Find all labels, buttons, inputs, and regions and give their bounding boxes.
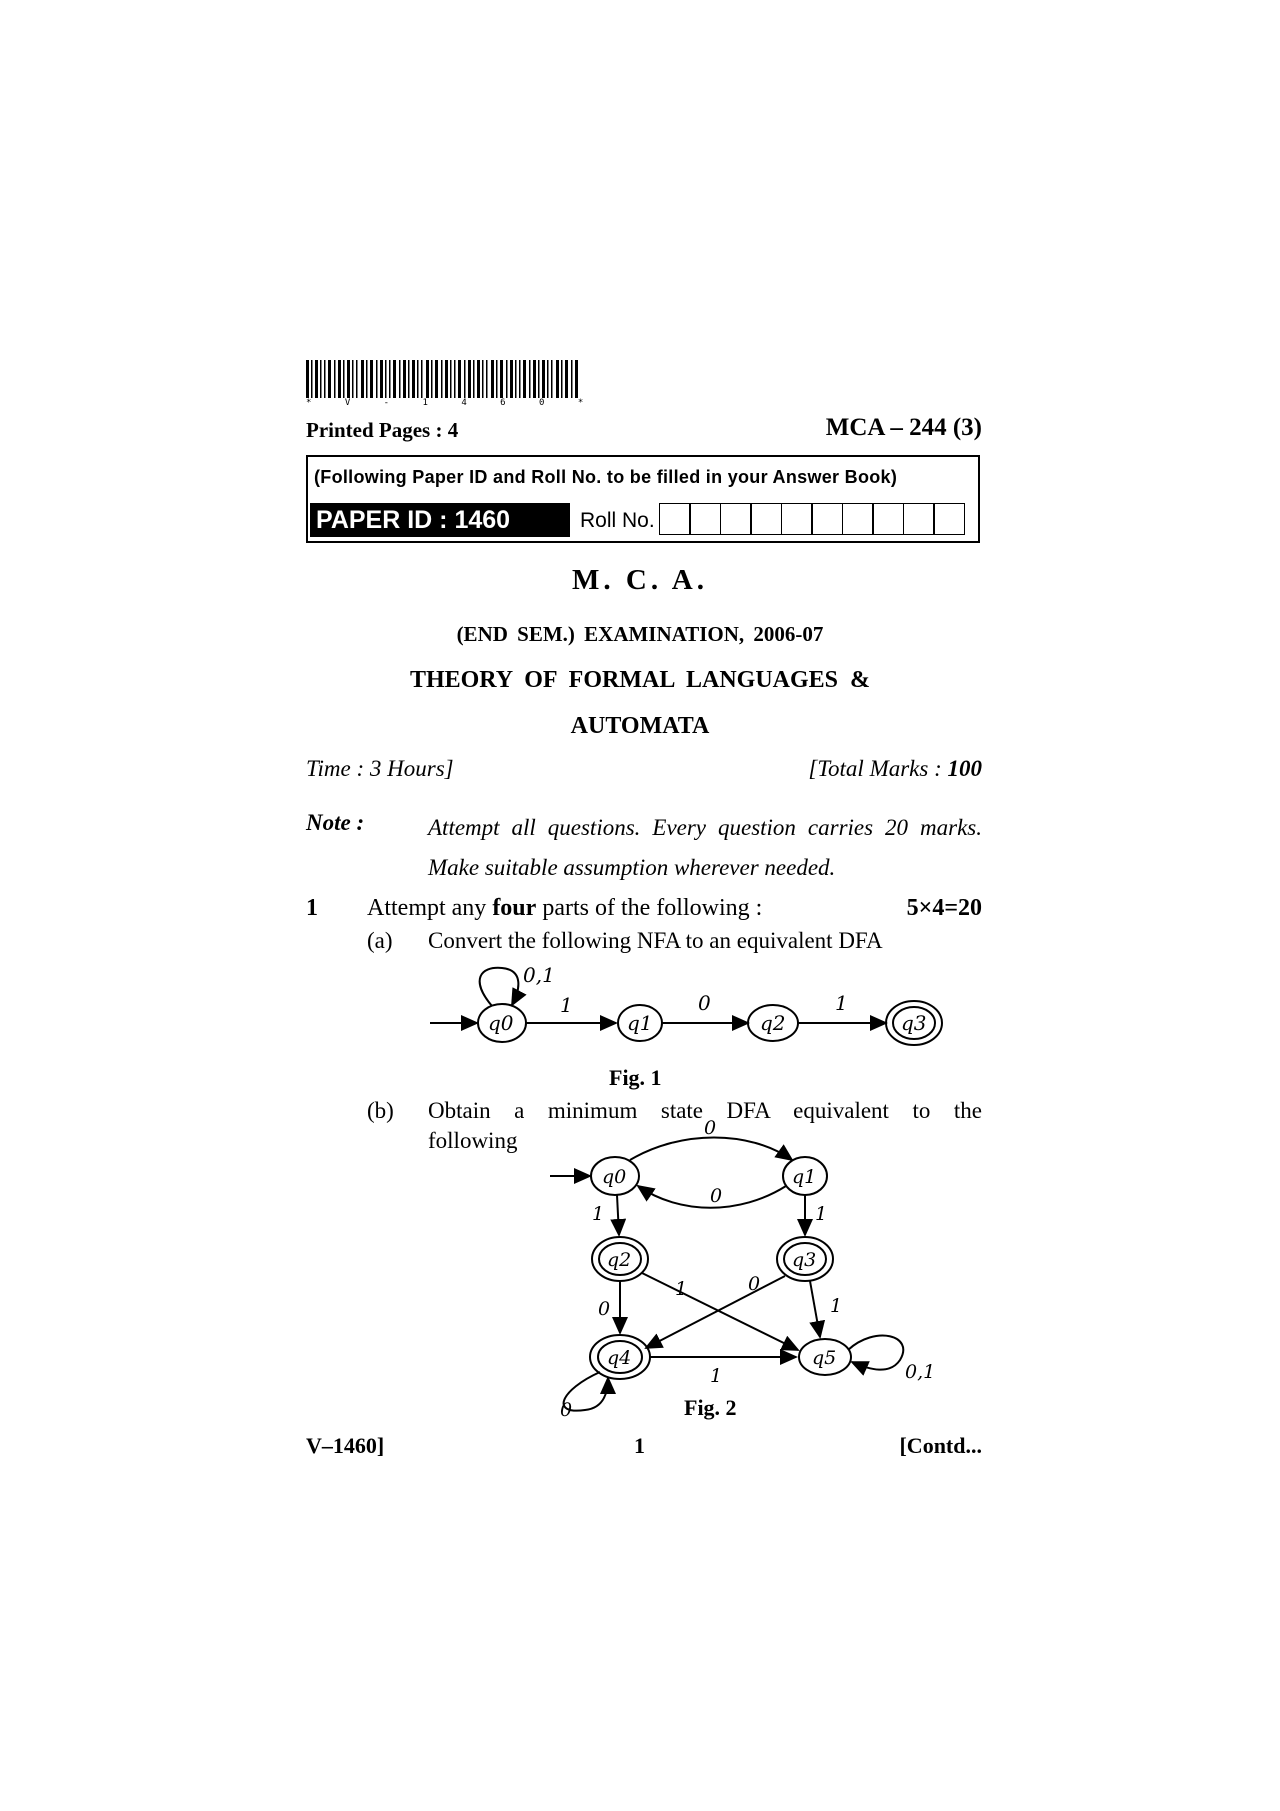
edge-label: 1 (835, 991, 848, 1015)
edge-label: 0 (560, 1399, 573, 1420)
edge-label: 1 (675, 1278, 688, 1300)
part-a-text: Convert the following NFA to an equivalent DFA (428, 928, 883, 953)
degree-title: M. C. A. (572, 564, 708, 596)
edge-label: 0 (704, 1120, 717, 1139)
state-label: q3 (792, 1249, 817, 1271)
edge-label: 0 (698, 991, 711, 1015)
figure-1-caption: Fig. 1 (609, 1065, 662, 1090)
question-text-bold: four (492, 895, 537, 921)
roll-no-box (720, 503, 752, 535)
roll-no-boxes (660, 503, 965, 535)
edge-label: 0,1 (523, 963, 555, 987)
roll-no-box (933, 503, 965, 535)
edge-label: 1 (560, 993, 573, 1017)
question-text-end: parts of the following : (536, 895, 763, 921)
roll-no-box (781, 503, 813, 535)
continued-label: [Contd... (899, 1433, 982, 1458)
roll-no-box (750, 503, 782, 535)
edge-label: 0 (598, 1298, 611, 1320)
edge-label: 0 (710, 1185, 723, 1207)
note-text: Attempt all questions. Every question carries 20 marks. Make suitable assumption wherever needed. (428, 815, 982, 880)
transition-arrow (630, 1138, 792, 1161)
figure-2-caption: Fig. 2 (684, 1395, 737, 1420)
roll-no-box (842, 503, 874, 535)
subject-title-line1: THEORY OF FORMAL LANGUAGES & (409, 667, 871, 693)
total-marks (808, 756, 982, 782)
dfa-diagram (530, 1120, 950, 1420)
paper-id: PAPER ID : 1460 (310, 503, 570, 537)
total-marks-prefix: [Total Marks : (808, 756, 948, 781)
time-allowed: Time : 3 Hours] (306, 756, 454, 781)
page-number: 1 (634, 1433, 645, 1458)
exam-title: (END SEM.) EXAMINATION, 2006-07 (456, 622, 824, 646)
footer-paper-code: V–1460] (306, 1433, 385, 1458)
question-marks: 5×4=20 (906, 895, 982, 921)
printed-pages: Printed Pages : 4 (306, 418, 459, 442)
state-label: q4 (607, 1347, 632, 1369)
self-loop (480, 968, 519, 1006)
part-b-text-line2: following (428, 1128, 518, 1153)
roll-no-box (659, 503, 691, 535)
edge-label: 1 (592, 1203, 605, 1225)
self-loop (848, 1336, 903, 1370)
state-label: q0 (602, 1166, 627, 1188)
barcode-text: * V - 1 4 6 0 * (306, 398, 598, 408)
roll-no-box (872, 503, 904, 535)
paper-id-box (306, 455, 980, 543)
edge-label: 0,1 (905, 1361, 936, 1383)
paper-code: MCA – 244 (3) (825, 414, 982, 441)
question-number: 1 (306, 895, 318, 921)
state-label: q3 (901, 1011, 927, 1035)
transition-arrow (646, 1276, 785, 1348)
nfa-diagram (420, 960, 960, 1060)
note-label: Note : (306, 810, 365, 835)
id-box-note: (Following Paper ID and Roll No. to be filled in your Answer Book) (314, 467, 898, 487)
state-label: q2 (607, 1249, 632, 1271)
part-b-text-line1: Obtain a minimum state DFA equivalent to the (428, 1098, 982, 1123)
part-a-label: (a) (367, 928, 393, 953)
roll-no-label: Roll No. (580, 509, 655, 532)
total-marks-value: 100 (947, 756, 982, 781)
roll-no-box (903, 503, 935, 535)
subject-title-line2: AUTOMATA (570, 713, 710, 739)
edge-label: 0 (748, 1273, 761, 1295)
transition-arrow (810, 1281, 820, 1337)
question-text (367, 895, 762, 922)
edge-label: 1 (830, 1295, 843, 1317)
part-b-label: (b) (367, 1098, 394, 1123)
question-text-start: Attempt any (367, 895, 493, 921)
transition-arrow (617, 1195, 619, 1235)
state-label: q1 (627, 1011, 653, 1035)
state-label: q5 (812, 1347, 837, 1369)
roll-no-box (811, 503, 843, 535)
state-label: q1 (792, 1166, 817, 1188)
state-label: q0 (488, 1011, 514, 1035)
edge-label: 1 (710, 1365, 723, 1387)
roll-no-box (689, 503, 721, 535)
barcode (306, 360, 578, 398)
edge-label: 1 (815, 1203, 828, 1225)
state-label: q2 (760, 1011, 786, 1035)
